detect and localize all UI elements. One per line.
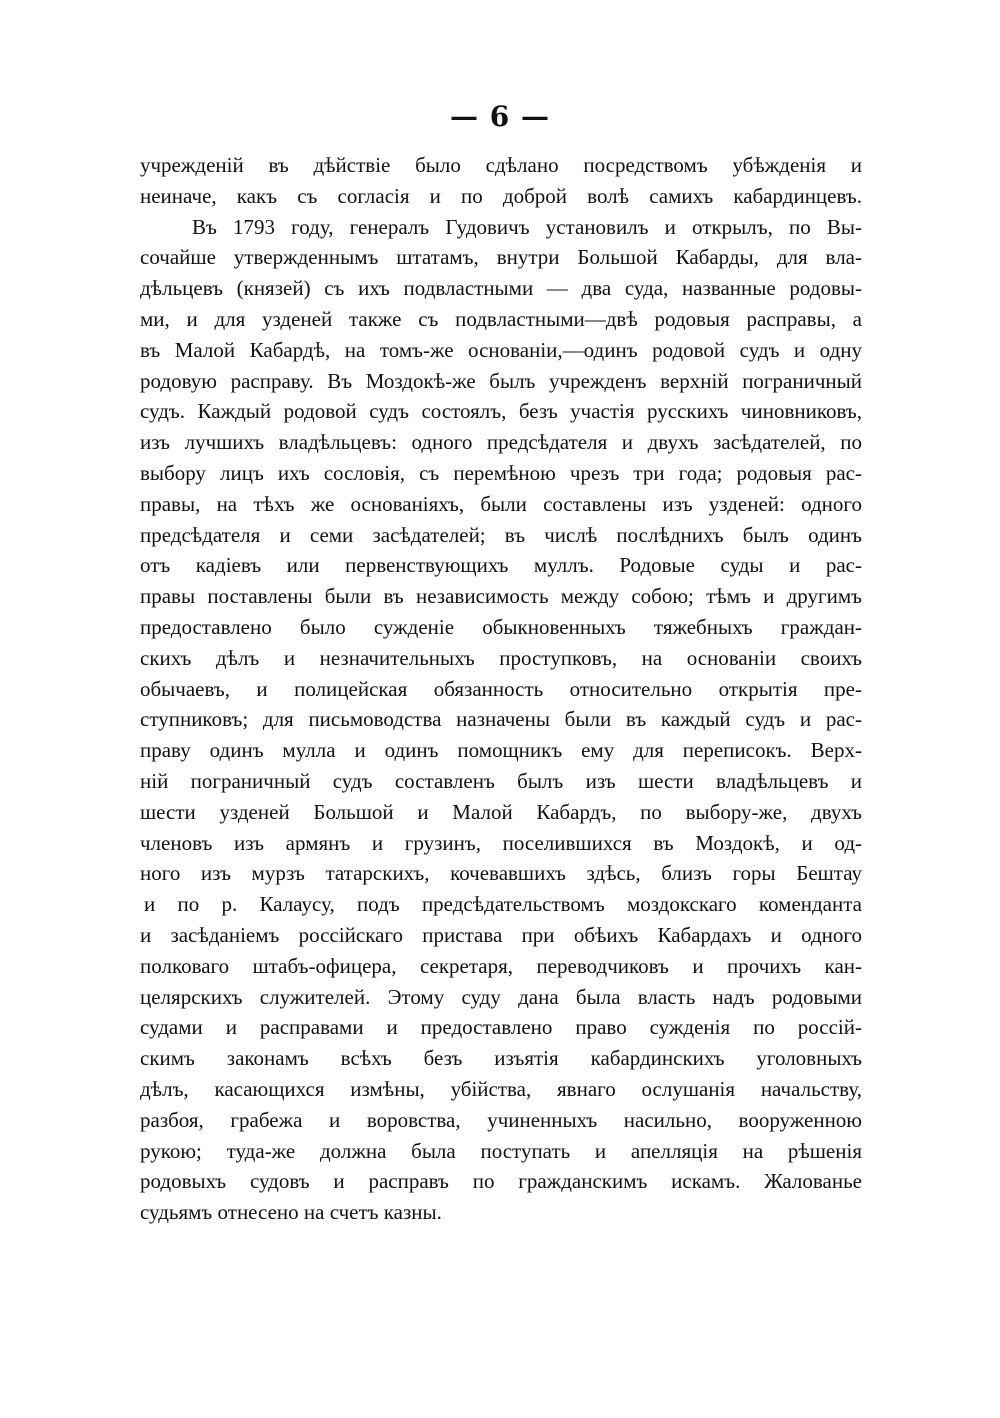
- text-line: разбоя, грабежа и воровства, учиненныхъ насильно, вооруженною: [140, 1107, 862, 1132]
- page-number: — 6 —: [450, 100, 550, 133]
- text-line: выбору лицъ ихъ сословія, съ перемѣною чрезъ три года; родовыя рас-: [140, 460, 862, 485]
- text-line: родовую расправу. Въ Моздокѣ-же былъ учрежденъ верхній пограничный: [140, 368, 862, 393]
- text-line: судъ. Каждый родовой судъ состоялъ, безъ участія русскихъ чиновниковъ,: [140, 399, 862, 424]
- text-line: ній пограничный судъ составленъ былъ изъ шести владѣльцевъ и: [140, 768, 862, 793]
- text-line: скимъ законамъ всѣхъ безъ изъятія кабардинскихъ уголовныхъ: [140, 1046, 862, 1071]
- text-line: членовъ изъ армянъ и грузинъ, поселившихся въ Моздокѣ, и од-: [140, 830, 862, 855]
- text-line: сочайше утвержденнымъ штатамъ, внутри Большой Кабарды, для вла-: [140, 245, 862, 270]
- text-line: праву одинъ мулла и одинъ помощникъ ему для переписокъ. Верх-: [140, 738, 862, 763]
- text-line: неиначе, какъ съ согласія и по доброй волѣ самихъ кабардинцевъ.: [140, 183, 862, 208]
- text-line: полковаго штабъ-офицера, секретаря, переводчиковъ и прочихъ кан-: [140, 953, 862, 978]
- body-text: [140, 150, 862, 1228]
- text-line: предсѣдателя и семи засѣдателей; въ числѣ послѣднихъ былъ одинъ: [140, 522, 862, 547]
- text-line: дѣльцевъ (князей) съ ихъ подвластными — два суда, названные родовы-: [140, 276, 862, 301]
- text-line: учрежденій въ дѣйствіе было сдѣлано посредствомъ убѣжденія и: [140, 153, 862, 177]
- text-line: правы поставлены были въ независимость между собою; тѣмъ и другимъ: [140, 584, 862, 609]
- text-line: правы, на тѣхъ же основаніяхъ, были составлены изъ узденей: одного: [140, 491, 862, 516]
- text-line: родовыхъ судовъ и расправъ по гражданскимъ искамъ. Жалованье: [140, 1169, 862, 1194]
- text-line: рукою; туда-же должна была поступать и апелляція на рѣшенія: [140, 1138, 862, 1163]
- text-line: целярскихъ служителей. Этому суду дана была власть надъ родовыми: [140, 984, 862, 1009]
- text-line: обычаевъ, и полицейская обязанность относительно открытія пре-: [140, 676, 862, 701]
- text-line: скихъ дѣлъ и незначительныхъ проступковъ, на основаніи своихъ: [140, 645, 862, 670]
- text-line: въ Малой Кабардѣ, на томъ-же основаніи,—одинъ родовой судъ и одну: [140, 337, 862, 362]
- text-line: ного изъ мурзъ татарскихъ, кочевавшихъ здѣсь, близъ горы Бештау: [140, 861, 862, 886]
- text-line: изъ лучшихъ владѣльцевъ: одного предсѣдателя и двухъ засѣдателей, по: [140, 430, 862, 455]
- paragraph-last-line: судьямъ отнесено на счетъ казны.: [140, 1200, 442, 1225]
- paragraph-first-line: Въ 1793 году, генералъ Гудовичъ установилъ и открылъ, по Вы-: [192, 214, 862, 239]
- text-line: судами и расправами и предоставлено право сужденія по россій-: [140, 1015, 862, 1040]
- text-line: шести узденей Большой и Малой Кабардъ, по выбору-же, двухъ: [140, 799, 862, 824]
- text-line: и по р. Калаусу, подъ предсѣдательствомъ моздокскаго коменданта: [144, 892, 862, 917]
- text-line: дѣлъ, касающихся измѣны, убійства, явнаго ослушанія начальству,: [140, 1076, 862, 1101]
- text-line: предоставлено было сужденіе обыкновенныхъ тяжебныхъ граждан-: [140, 614, 862, 639]
- text-line: и засѣданіемъ россійскаго пристава при обѣихъ Кабардахъ и одного: [140, 922, 862, 947]
- text-line: ступниковъ; для письмоводства назначены были въ каждый судъ и рас-: [140, 707, 862, 732]
- text-line: ми, и для узденей также съ подвластными—двѣ родовыя расправы, а: [140, 306, 862, 331]
- text-line: отъ кадіевъ или первенствующихъ муллъ. Родовые суды и рас-: [140, 553, 862, 578]
